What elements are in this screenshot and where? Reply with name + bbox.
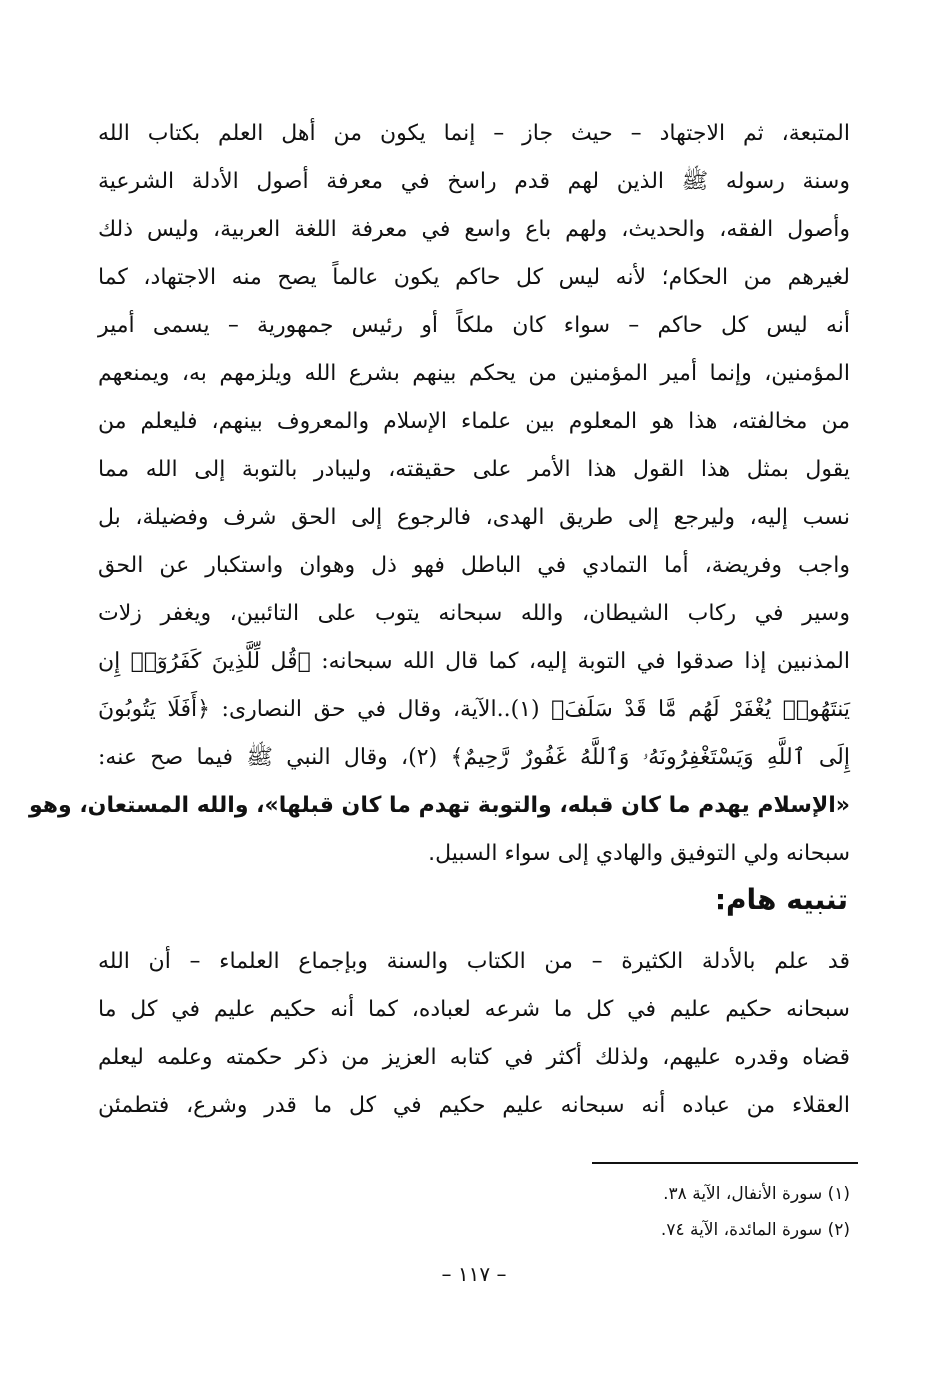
text-line: وسير في ركاب الشيطان، والله سبحانه يتوب على التائبين، ويغفر زلات bbox=[98, 601, 850, 626]
text-line: سبحانه ولي التوفيق والهادي إلى سواء السبيل. bbox=[428, 841, 850, 866]
text-line: قد علم بالأدلة الكثيرة – من الكتاب والسنة وبإجماع العلماء – أن الله bbox=[98, 949, 850, 974]
footnote: (٢) سورة المائدة، الآية ٧٤. bbox=[660, 1220, 850, 1240]
text-line: أنه ليس كل حاكم – سواء كان ملكاً أو رئيس جمهورية – يسمى أمير bbox=[98, 313, 850, 338]
quran-quote-line: المذنبين إذا صدقوا في التوبة إليه، كما قال الله سبحانه: ﴿قُل لِّلَّذِينَ كَفَرُوٓا۟ إِن bbox=[98, 649, 850, 674]
text-line: المتبعة، ثم الاجتهاد – حيث جاز – إنما يكون من أهل العلم بكتاب الله bbox=[98, 121, 850, 146]
page-number: – ١١٧ – bbox=[441, 1262, 507, 1286]
text-line: لغيرهم من الحكام؛ لأنه ليس كل حاكم يكون عالماً يصح منه الاجتهاد، كما bbox=[98, 265, 850, 290]
hadith-line: «الإسلام يهدم ما كان قبله، والتوبة تهدم ما كان قبلها»، والله المستعان، وهو bbox=[28, 793, 850, 818]
text-line: من مخالفته، هذا هو المعلوم بين علماء الإسلام والمعروف بينهم، فليعلم من bbox=[98, 409, 850, 434]
text-line: يقول بمثل هذا القول هذا الأمر على حقيقته، وليبادر بالتوبة إلى الله مما bbox=[98, 457, 850, 482]
footnote-divider bbox=[592, 1162, 858, 1164]
quran-quote-line: إِلَى ٱللَّهِ وَيَسْتَغْفِرُونَهُۥ وَٱللَّهُ غَفُورٌ رَّحِيمٌ﴾ (٢)، وقال النبي ﷺ فيما صح عنه: bbox=[98, 745, 850, 770]
paragraph-main bbox=[28, 110, 850, 878]
section-heading: تنبيه هام: bbox=[714, 883, 848, 916]
text-line: قضاه وقدره عليهم، ولذلك أكثر في كتابه العزيز من ذكر حكمته وعلمه ليعلم bbox=[98, 1045, 850, 1070]
text-line: نسب إليه، وليرجع إلى طريق الهدى، فالرجوع إلى الحق شرف وفضيلة، بل bbox=[98, 505, 850, 530]
text-line: وأصول الفقه، والحديث، ولهم باع واسع في معرفة اللغة العربية، وليس ذلك bbox=[98, 217, 850, 242]
quran-quote-line: يَنتَهُوا۟ يُغْفَرْ لَهُم مَّا قَدْ سَلَفَ﴾ (١)..الآية، وقال في حق النصارى: ﴿أَفَلَا يَتُوبُونَ bbox=[98, 697, 850, 722]
footnote: (١) سورة الأنفال، الآية ٣٨. bbox=[663, 1184, 850, 1204]
text-line: سبحانه حكيم عليم في كل ما شرعه لعباده، كما أنه حكيم عليم في كل ما bbox=[98, 997, 850, 1022]
text-line: العقلاء من عباده أنه سبحانه عليم حكيم في كل ما قدر وشرع، فتطمئن bbox=[98, 1093, 850, 1118]
text-line: واجب وفريضة، أما التمادي في الباطل فهو ذل وهوان واستكبار عن الحق bbox=[98, 553, 850, 578]
paragraph-notice bbox=[98, 938, 850, 1130]
text-line: وسنة رسوله ﷺ الذين لهم قدم راسخ في معرفة أصول الأدلة الشرعية bbox=[98, 169, 850, 194]
text-line: المؤمنين، وإنما أمير المؤمنين من يحكم بينهم بشرع الله ويلزمهم به، ويمنعهم bbox=[98, 361, 850, 386]
footnotes bbox=[350, 1176, 850, 1248]
